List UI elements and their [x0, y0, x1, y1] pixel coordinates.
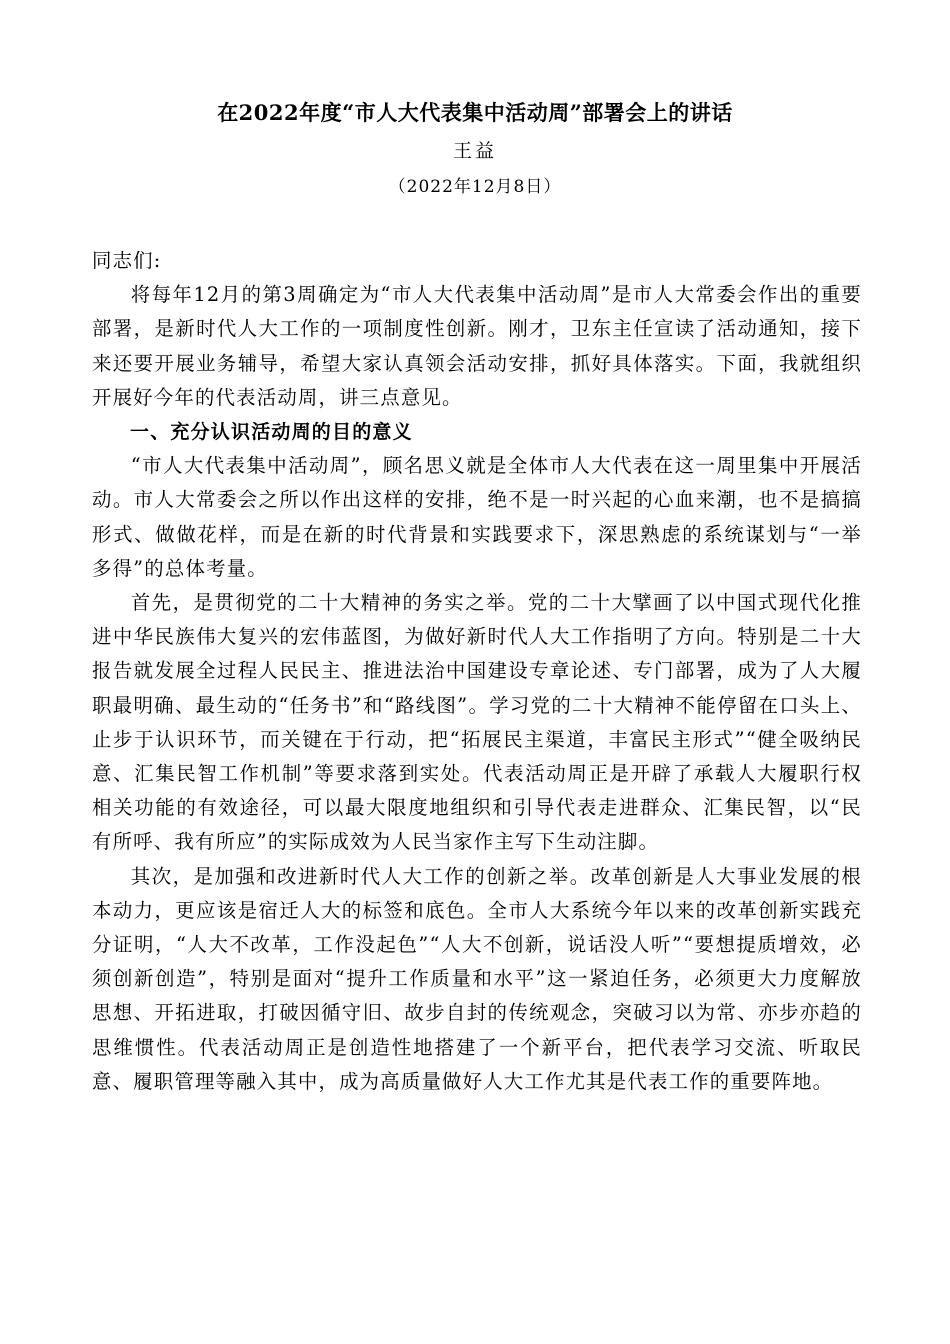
section-1-paragraph: 其次，是加强和改进新时代人大工作的创新之举。改革创新是人大事业发展的根本动力，更应该是宿迁人大的标签和底色。全市人大系统今年以来的改革创新实践充分证明，“人大不改革，工作没起色”“人大不创新，说话没人听”“要想提质增效，必须创新创造”，特别是面对“提升工作质量和水平”这一紧迫任务，必须更大力度解放思想、开拓进取，打破因循守旧、故步自封的传统观念，突破习以为常、亦步亦趋的思维惯性。代表活动周正是创造性地搭建了一个新平台，把代表学习交流、听取民意、履职管理等融入其中，成为高质量做好人大工作尤其是代表工作的重要阵地。 [92, 864, 862, 1093]
intro-paragraph: 将每年12月的第3周确定为“市人大代表集中活动周”是市人大常委会作出的重要部署，是新时代人大工作的一项制度性创新。刚才，卫东主任宣读了活动通知，接下来还要开展业务辅导，希望大家认真领会活动安排，抓好具体落实。下面，我就组织开展好今年的代表活动周，讲三点意见。 [92, 283, 862, 409]
section-1-paragraph: “市人大代表集中活动周”，顾名思义就是全体市人大代表在这一周里集中开展活动。市人大常委会之所以作出这样的安排，绝不是一时兴起的心血来潮，也不是搞搞形式、做做花样，而是在新的时代背景和实践要求下，深思熟虑的系统谋划与“一举多得”的总体考量。 [92, 454, 862, 580]
section-1-heading: 一、充分认识活动周的目的意义 [130, 421, 413, 444]
section-1-paragraph: 首先，是贯彻党的二十大精神的务实之举。党的二十大擘画了以中国式现代化推进中华民族伟大复兴的宏伟蓝图，为做好新时代人大工作指明了方向。特别是二十大报告就发展全过程人民民主、推进法治中国建设专章论述、专门部署，成为了人大履职最明确、最生动的“任务书”和“路线图”。学习党的二十大精神不能停留在口头上、止步于认识环节，而关键在于行动，把“拓展民主渠道，丰富民主形式”“健全吸纳民意、汇集民智工作机制”等要求落到实处。代表活动周正是开辟了承载人大履职行权相关功能的有效途径，可以最大限度地组织和引导代表走进群众、汇集民智，以“民有所呼、我有所应”的实际成效为人民当家作主写下生动注脚。 [92, 591, 862, 854]
document-date: （2022年12月8日） [388, 177, 562, 197]
document-title: 在2022年度“市人大代表集中活动周”部署会上的讲话 [217, 100, 733, 125]
document-author: 王益 [452, 140, 497, 162]
document-body [92, 244, 862, 1099]
salutation: 同志们: [92, 249, 162, 272]
